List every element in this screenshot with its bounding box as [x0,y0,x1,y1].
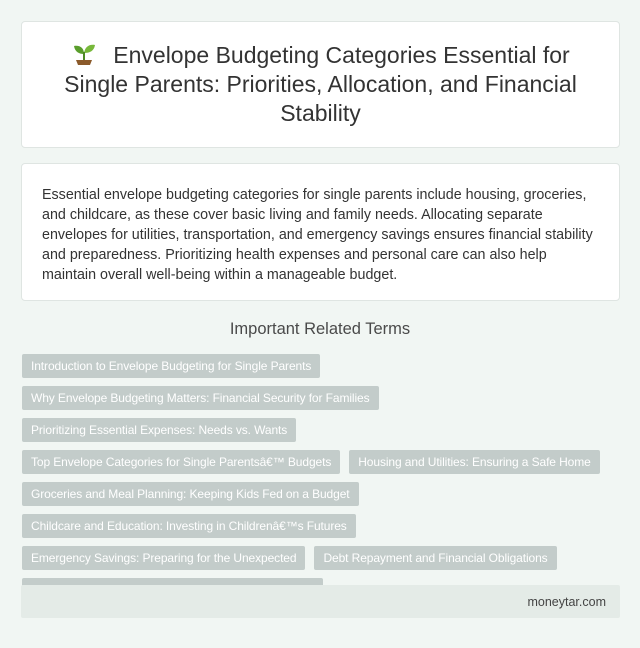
related-term-tag[interactable]: Debt Repayment and Financial Obligations [314,546,556,570]
page-title [50,41,591,128]
related-term-tag[interactable]: Why Envelope Budgeting Matters: Financial Security for Families [22,386,379,410]
summary-text: Essential envelope budgeting categories for single parents include housing, groceries, and childcare, as these cover basic living and family needs. Allocating separate envelopes for utilities, transportation, and emergency savings ensures financial stability and preparedness. Prioritizing health expenses and personal care can also help maintain overall well-being within a manageable budget. [42,187,593,283]
related-term-tag[interactable]: Top Envelope Categories for Single Parentsâ€™ Budgets [22,450,340,474]
page-title-text: Envelope Budgeting Categories Essential for Single Parents: Priorities, Allocation, and Financial Stability [64,42,577,126]
related-term-tag[interactable]: Emergency Savings: Preparing for the Unexpected [22,546,305,570]
related-terms-list [22,354,622,602]
title-card [21,21,620,148]
related-term-tag[interactable]: Groceries and Meal Planning: Keeping Kids Fed on a Budget [22,482,359,506]
footer [21,585,620,618]
related-term-tag[interactable]: Introduction to Envelope Budgeting for Single Parents [22,354,320,378]
site-name[interactable]: moneytar.com [527,594,606,609]
summary-card [21,163,620,301]
related-term-tag[interactable]: Prioritizing Essential Expenses: Needs vs. Wants [22,418,296,442]
related-term-tag[interactable]: Housing and Utilities: Ensuring a Safe Home [349,450,600,474]
sprout-icon [71,42,97,66]
related-term-tag[interactable]: Childcare and Education: Investing in Childrenâ€™s Futures [22,514,356,538]
related-terms-heading: Important Related Terms [229,320,411,338]
